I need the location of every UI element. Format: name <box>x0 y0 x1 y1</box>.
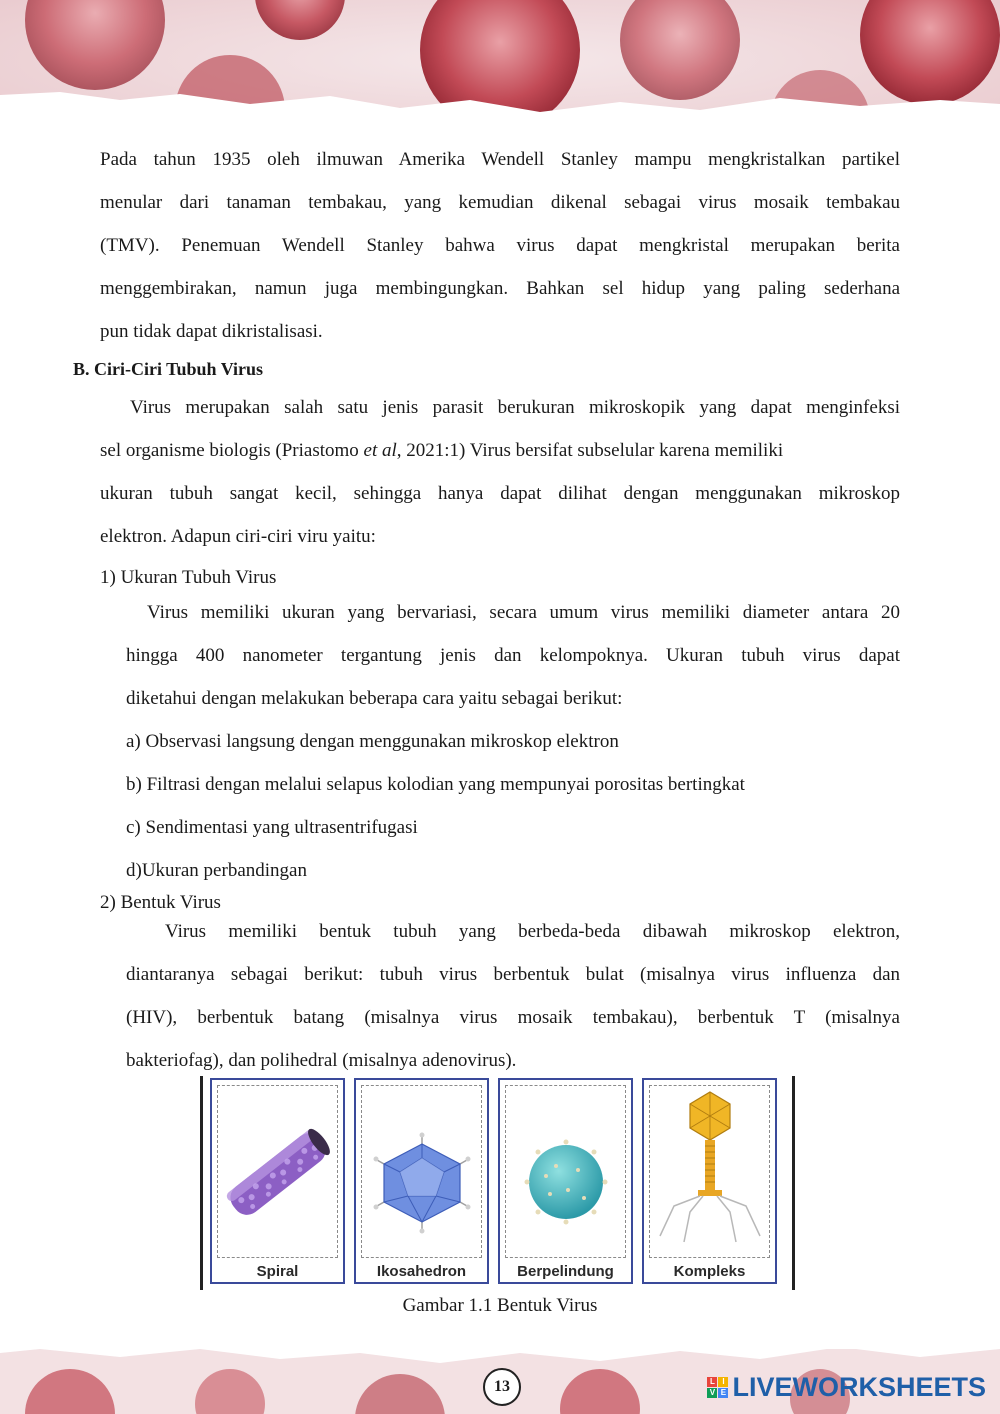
paragraph-line: Virus merupakan salah satu jenis parasit berukuran mikroskopik yang dapat menginfeksi <box>130 397 900 418</box>
panel-spiral <box>210 1078 345 1284</box>
paragraph-line: bakteriofag), dan polihedral (misalnya adenovirus). <box>126 1050 517 1071</box>
paragraph-line: menular dari tanaman tembakau, yang kemudian dikenal sebagai virus mosaik tembakau <box>100 192 900 213</box>
paragraph-line: pun tidak dapat dikristalisasi. <box>100 321 323 342</box>
logo-letter: L <box>707 1377 717 1387</box>
liveworksheets-mark-icon <box>707 1377 728 1398</box>
paragraph-line <box>100 441 900 461</box>
icosahedron-virus-image <box>362 1086 481 1256</box>
panel-label: Ikosahedron <box>376 1263 467 1280</box>
paragraph-line: Virus memiliki bentuk tubuh yang berbeda-beda dibawah mikroskop elektron, <box>165 921 900 942</box>
section-heading: B. Ciri-Ciri Tubuh Virus <box>73 359 264 379</box>
panel-kompleks <box>642 1078 777 1284</box>
page-number: 13 <box>483 1368 521 1406</box>
figure-caption: Gambar 1.1 Bentuk Virus <box>402 1295 598 1316</box>
panel-label: Spiral <box>256 1263 299 1280</box>
text-span: sel organisme biologis (Priastomo <box>100 440 359 461</box>
method-item: b) Filtrasi dengan melalui selapus kolodian yang mempunyai porositas bertingkat <box>126 774 745 795</box>
paragraph-line: menggembirakan, namun juga membingungkan. Bahkan sel hidup yang paling sederhana <box>100 278 900 299</box>
paragraph-line: ukuran tubuh sangat kecil, sehingga hanya dapat dilihat dengan menggunakan mikroskop <box>100 483 900 504</box>
bacteriophage-virus-image <box>650 1086 769 1256</box>
paragraph-line: hingga 400 nanometer tergantung jenis dan kelompoknya. Ukuran tubuh virus dapat <box>126 645 900 666</box>
method-item: d)Ukuran perbandingan <box>126 860 307 881</box>
logo-letter: V <box>707 1388 717 1398</box>
text-span: , 2021:1) Virus bersifat subselular karena memiliki <box>396 440 784 461</box>
paragraph-line: Virus memiliki ukuran yang bervariasi, secara umum virus memiliki diameter antara 20 <box>147 602 900 623</box>
virus-shapes-figure <box>200 1076 795 1290</box>
liveworksheets-logo[interactable] <box>707 1372 986 1403</box>
brand-name: LIVEWORKSHEETS <box>732 1372 986 1402</box>
italic-citation: et al <box>363 440 397 461</box>
spiral-virus-image <box>218 1086 337 1256</box>
enveloped-virus-image <box>506 1086 625 1256</box>
item-title: 2) Bentuk Virus <box>100 892 221 913</box>
logo-letter: E <box>718 1388 728 1398</box>
paragraph-line: (TMV). Penemuan Wendell Stanley bahwa virus dapat mengkristal merupakan berita <box>100 235 900 256</box>
method-item: a) Observasi langsung dengan menggunakan mikroskop elektron <box>126 731 619 752</box>
panel-ikosahedron <box>354 1078 489 1284</box>
logo-letter: I <box>718 1377 728 1387</box>
panel-berpelindung <box>498 1078 633 1284</box>
paragraph-line: diketahui dengan melakukan beberapa cara yaitu sebagai berikut: <box>126 688 623 709</box>
panel-label: Berpelindung <box>517 1263 614 1280</box>
paragraph-line: elektron. Adapun ciri-ciri viru yaitu: <box>100 526 376 547</box>
header-virus-decoration <box>0 0 1000 150</box>
method-item: c) Sendimentasi yang ultrasentrifugasi <box>126 817 418 838</box>
paragraph-line: (HIV), berbentuk batang (misalnya virus mosaik tembakau), berbentuk T (misalnya <box>126 1007 900 1028</box>
panel-label: Kompleks <box>673 1263 746 1280</box>
item-title: 1) Ukuran Tubuh Virus <box>100 567 277 588</box>
paragraph-line: Pada tahun 1935 oleh ilmuwan Amerika Wendell Stanley mampu mengkristalkan partikel <box>100 149 900 170</box>
paragraph-line: diantaranya sebagai berikut: tubuh virus berbentuk bulat (misalnya virus influenza dan <box>126 964 900 985</box>
